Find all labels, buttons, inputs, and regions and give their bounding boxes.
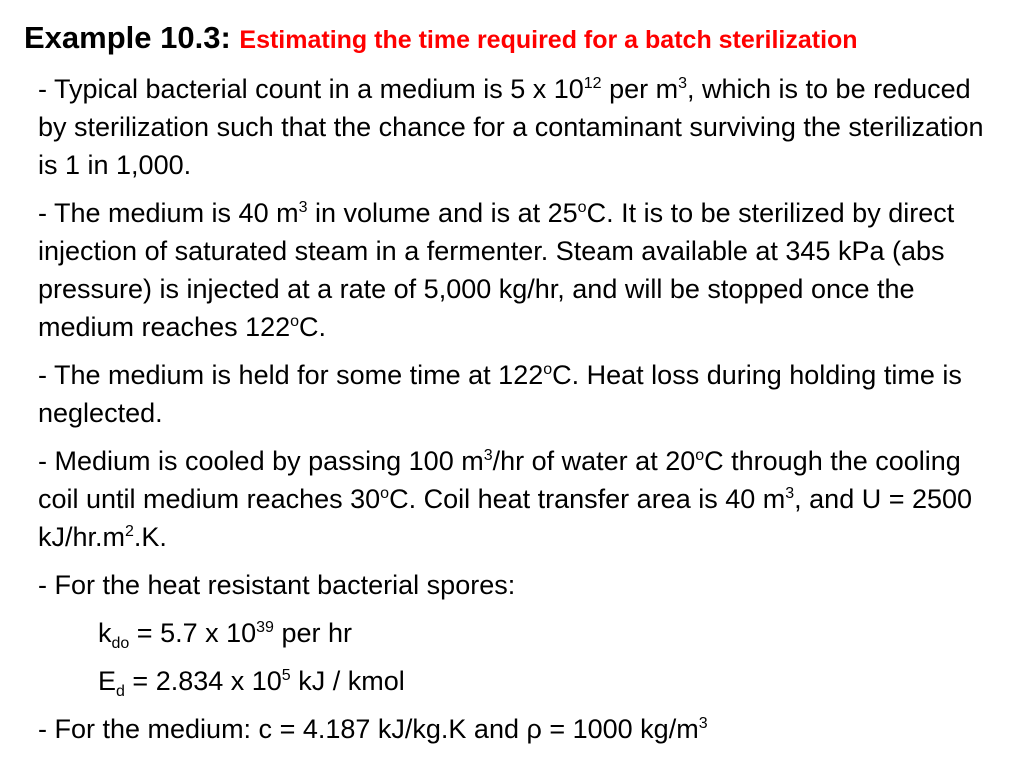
text-span: C. Coil heat transfer area is 40 m <box>389 484 786 514</box>
superscript: 3 <box>483 447 493 464</box>
superscript: 39 <box>256 619 274 636</box>
text-span: - Typical bacterial count in a medium is 5 x 10 <box>38 74 584 104</box>
kdo-equation <box>38 614 1004 652</box>
cooling-paragraph <box>38 442 1004 556</box>
text-span: /hr of water at 20 <box>492 446 696 476</box>
superscript: 5 <box>281 667 291 684</box>
medium-properties-paragraph <box>38 710 1004 748</box>
text-span: - Medium is cooled by passing 100 m <box>38 446 484 476</box>
slide-title <box>24 18 858 64</box>
superscript: o <box>290 313 300 330</box>
title-main: Example 10.3: <box>24 20 240 55</box>
superscript: o <box>577 199 587 216</box>
text-span: C. Heat loss during holding time is neglected. <box>38 360 962 428</box>
holding-paragraph <box>38 356 1004 432</box>
superscript: o <box>380 485 390 502</box>
text-span: - The medium is 40 m <box>38 198 299 228</box>
text-span: per m <box>601 74 679 104</box>
text-span: kJ / kmol <box>290 666 405 696</box>
text-span: = 5.7 x 10 <box>129 618 257 648</box>
text-span: C through the cooling coil until medium reaches 30 <box>38 446 961 514</box>
superscript: 3 <box>678 75 687 92</box>
superscript: o <box>543 361 553 378</box>
superscript: 2 <box>125 523 134 540</box>
text-span: in volume and is at 25 <box>307 198 578 228</box>
superscript: 3 <box>785 485 795 502</box>
text-span: - The medium is held for some time at 122 <box>38 360 544 390</box>
text-span: per hr <box>273 618 352 648</box>
bacterial-count-paragraph <box>38 70 1004 184</box>
text-span: , which is to be reduced by sterilization such that the chance for a contaminant surviving the sterilization is 1 in 1,000. <box>38 74 984 180</box>
superscript: o <box>695 447 705 464</box>
subscript: d <box>116 683 125 700</box>
text-span: E <box>98 666 117 696</box>
text-span: - For the medium: c = 4.187 kJ/kg.K and ρ = 1000 kg/m <box>38 714 699 744</box>
spores-paragraph <box>38 566 1004 604</box>
text-span: , and U = 2500 kJ/hr.m <box>38 484 973 552</box>
superscript: 3 <box>298 199 308 216</box>
ed-equation <box>38 662 1004 700</box>
slide-body <box>38 70 1004 758</box>
medium-volume-paragraph <box>38 194 1004 346</box>
text-span: C. It is to be sterilized by direct injection of saturated steam in a fermenter. Steam available at 345 kPa (abs pressure) is injected at a rate of 5,000 kg/hr, and will be stopped once the medium reaches 122 <box>38 198 955 342</box>
text-span: - For the heat resistant bacterial spores: <box>38 570 516 600</box>
text-span: k <box>98 618 112 648</box>
text-span: = 2.834 x 10 <box>124 666 282 696</box>
superscript: 12 <box>583 75 602 92</box>
superscript: 3 <box>698 715 708 732</box>
subscript: do <box>111 635 130 652</box>
title-subtitle: Estimating the time required for a batch sterilization <box>239 26 858 54</box>
text-span: .K. <box>133 522 167 552</box>
text-span: C. <box>299 312 327 342</box>
